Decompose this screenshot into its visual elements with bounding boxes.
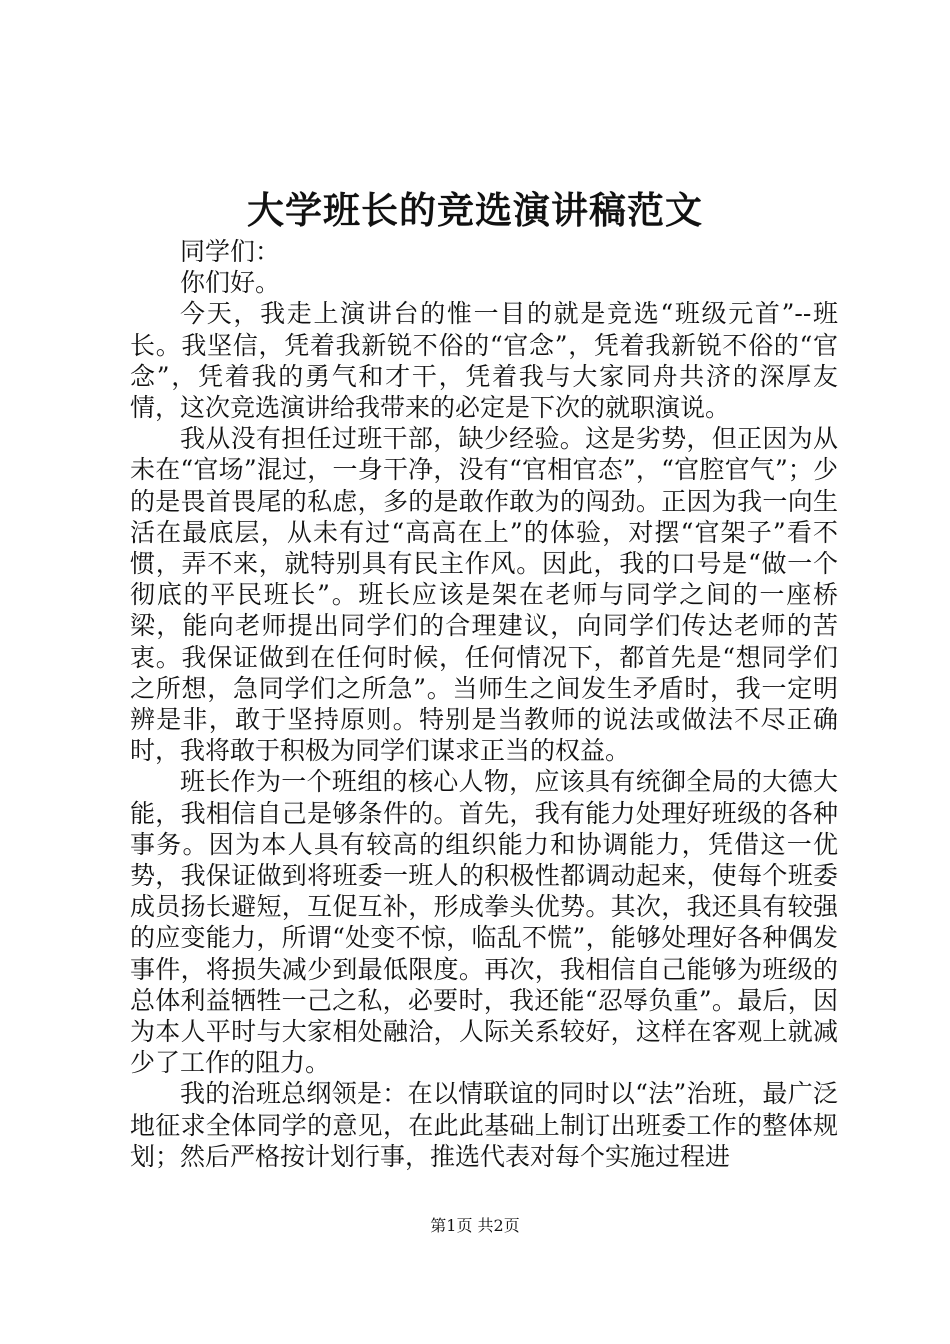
page-number-footer: 第1页 共2页	[430, 1216, 520, 1235]
document-title: 大学班长的竞选演讲稿范文	[247, 188, 703, 232]
body-paragraph: 我的治班总纲领是：在以情联谊的同时以“法”治班，最广泛地征求全体同学的意见，在此此基础上制订出班委工作的整体规划；然后严格按计划行事，推选代表对每个实施过程进	[130, 1079, 838, 1171]
body-paragraph: 我从没有担任过班干部，缺少经验。这是劣势，但正因为从未在“官场”混过，一身干净，没有“官相官态”，“官腔官气”；少的是畏首畏尾的私虑，多的是敢作敢为的闯劲。正因为我一向生活在最底层，从未有过“高高在上”的体验，对摆“官架子”看不惯，弄不来，就特别具有民主作风。因此，我的口号是“做一个彻底的平民班长”。班长应该是架在老师与同学之间的一座桥梁，能向老师提出同学们的合理建议，向同学们传达老师的苦衷。我保证做到在任何时候，任何情况下，都首先是“想同学们之所想，急同学们之所急”。当师生之间发生矛盾时，我一定明辨是非，敢于坚持原则。特别是当教师的说法或做法不尽正确时，我将敢于积极为同学们谋求正当的权益。	[130, 424, 838, 766]
document-body	[130, 236, 838, 1172]
salutation-paragraph: 你们好。	[180, 268, 281, 298]
greeting-paragraph: 同学们：	[180, 237, 281, 266]
body-paragraph: 今天，我走上演讲台的惟一目的就是竞选“班级元首”--班长。我坚信，凭着我新锐不俗的“官念”，凭着我新锐不俗的“官念”，凭着我的勇气和才干，凭着我与大家同舟共济的深厚友情，这次竞选演讲给我带来的必定是下次的就职演说。	[130, 299, 838, 423]
body-paragraph: 班长作为一个班组的核心人物，应该具有统御全局的大德大能，我相信自己是够条件的。首先，我有能力处理好班级的各种事务。因为本人具有较高的组织能力和协调能力，凭借这一优势，我保证做到将班委一班人的积极性都调动起来，使每个班委成员扬长避短，互促互补，形成拳头优势。其次，我还具有较强的应变能力，所谓“处变不惊，临乱不慌”，能够处理好各种偶发事件，将损失减少到最低限度。再次，我相信自己能够为班级的总体利益牺牲一己之私，必要时，我还能“忍辱负重”。最后，因为本人平时与大家相处融洽，人际关系较好，这样在客观上就减少了工作的阻力。	[130, 767, 838, 1078]
